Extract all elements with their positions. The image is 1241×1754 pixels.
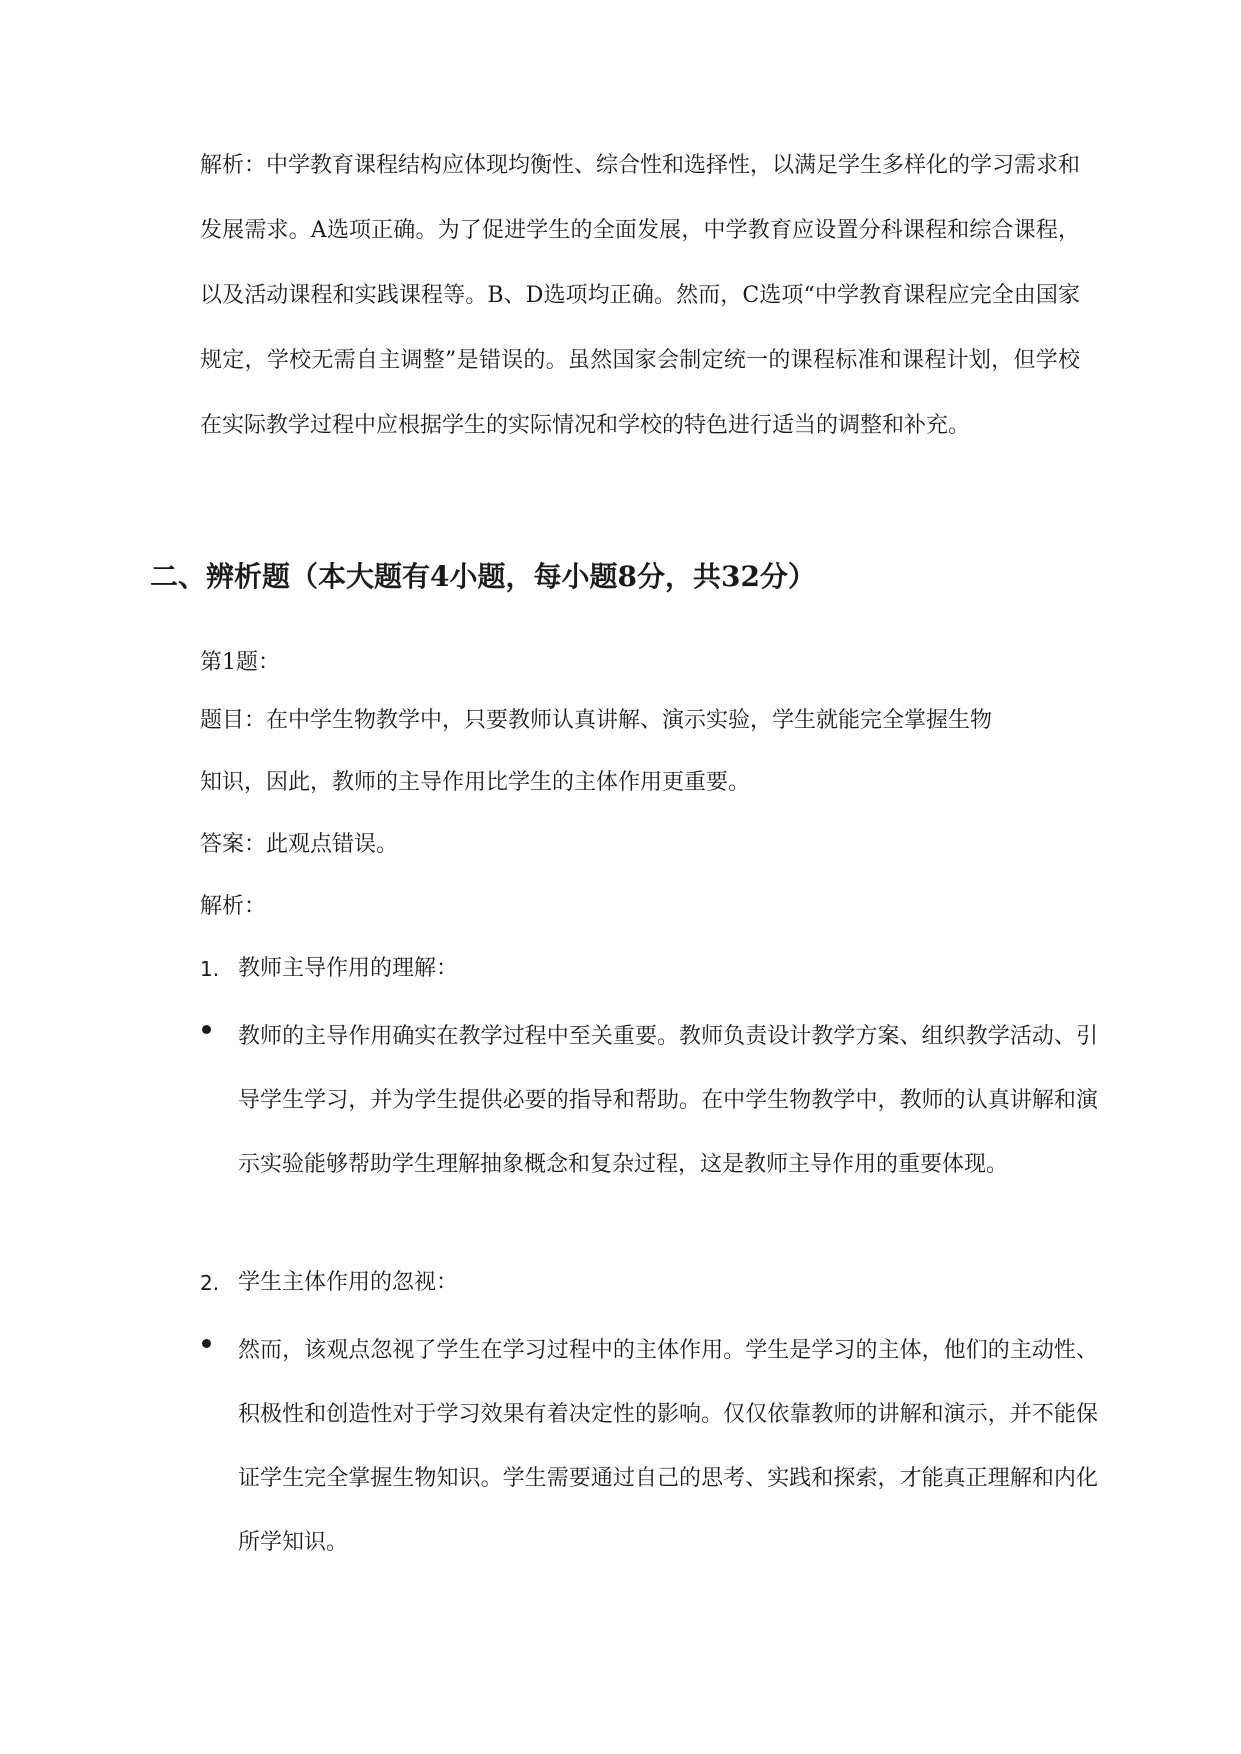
bullet-text: 教师的主导作用确实在教学过程中至关重要。教师负责设计教学方案、组织教学活动、引导学生学习，并为学生提供必要的指导和帮助。在中学生物教学中，教师的认真讲解和演示实验能够帮助学生理解抽象概念和复杂过程，这是教师主导作用的重要体现。	[238, 1024, 1098, 1177]
question-number: 第1题：	[200, 650, 280, 675]
item-title: 学生主体作用的忽视：	[238, 1270, 459, 1295]
analysis-paragraph: 解析：中学教育课程结构应体现均衡性、综合性和选择性，以满足学生多样化的学习需求和发展需求。A选项正确。为了促进学生的全面发展，中学教育应设置分科课程和综合课程，以及活动课程和实践课程等。B、D选项均正确。然而，C选项“中学教育课程应完全由国家规定，学校无需自主调整”是错误的。虽然国家会制定统一的课程标准和课程计划，但学校在实际教学过程中应根据学生的实际情况和学校的特色进行适当的调整和补充。	[200, 153, 1081, 438]
bullet-icon	[202, 1339, 211, 1348]
answer-text: 答案：此观点错误。	[200, 832, 399, 857]
item-number: 2.	[200, 1271, 220, 1295]
item-number: 1.	[200, 957, 220, 981]
bullet-icon	[202, 1025, 211, 1034]
analysis-label: 解析：	[200, 894, 267, 919]
question-prompt-line-1: 题目：在中学生物教学中，只要教师认真讲解、演示实验，学生就能完全掌握生物	[200, 708, 993, 733]
question-prompt-line-2: 知识，因此，教师的主导作用比学生的主体作用更重要。	[200, 770, 751, 795]
item-title: 教师主导作用的理解：	[238, 956, 459, 981]
bullet-text: 然而，该观点忽视了学生在学习过程中的主体作用。学生是学习的主体，他们的主动性、积极性和创造性对于学习效果有着决定性的影响。仅仅依靠教师的讲解和演示，并不能保证学生完全掌握生物知识。学生需要通过自己的思考、实践和探索，才能真正理解和内化所学知识。	[238, 1338, 1098, 1555]
section-heading: 二、辨析题（本大题有4小题，每小题8分，共32分）	[150, 560, 816, 593]
